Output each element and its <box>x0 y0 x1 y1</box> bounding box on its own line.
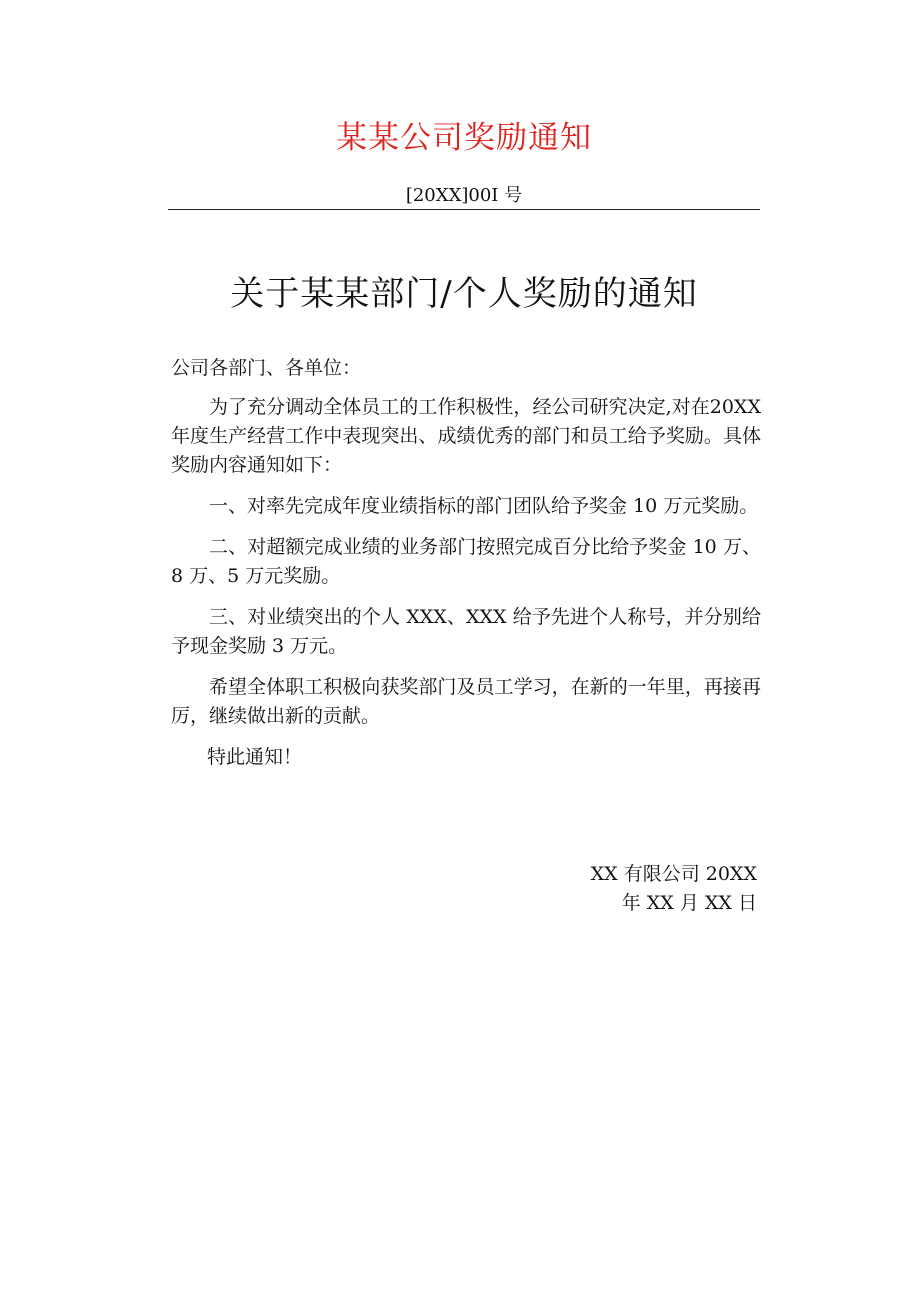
paragraph-item-2: 二、对超额完成业绩的业务部门按照完成百分比给予奖金 10 万、8 万、5 万元奖励。 <box>171 536 761 587</box>
paragraph-intro: 为了充分调动全体员工的工作积极性，经公司研究决定,对在20XX 年度生产经营工作中表现突出、成绩优秀的部门和员工给予奖励。具体奖励内容通知如下： <box>171 396 761 476</box>
paragraph-encouragement: 希望全体职工积极向获奖部门及员工学习，在新的一年里，再接再厉，继续做出新的贡献。 <box>171 676 761 727</box>
closing-line: 特此通知！ <box>207 746 303 768</box>
paragraph-item-1: 一、对率先完成年度业绩指标的部门团队给予奖金 10 万元奖励。 <box>209 495 759 517</box>
header-divider <box>168 209 760 210</box>
salutation: 公司各部门、各单位： <box>171 357 362 379</box>
document-number: [20XX]00I 号 <box>405 185 523 206</box>
notice-body <box>171 354 761 784</box>
organization-title: 某某公司奖励通知 <box>336 120 592 156</box>
paragraph-item-3: 三、对业绩突出的个人 XXX、XXX 给予先进个人称号，并分别给予现金奖励 3 万元。 <box>171 606 761 657</box>
signature-block <box>520 860 757 918</box>
notice-title: 关于某某部门/个人奖励的通知 <box>230 274 698 314</box>
signature-date-line: 年 XX 月 XX 日 <box>621 892 757 914</box>
signature-company-line: XX 有限公司 20XX <box>590 863 757 885</box>
